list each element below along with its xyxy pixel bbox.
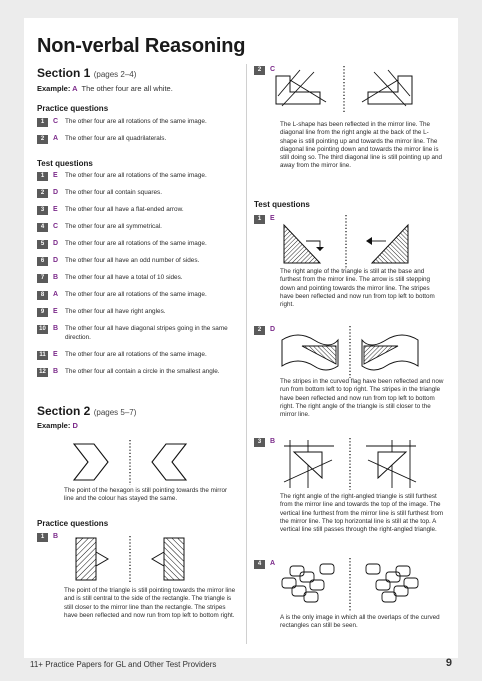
test2-text: The stripes in the curved flag have been reflected and now run from bottom left to top right. The stripes in the triangle have been reflected and now run from top left to bottom right. The right angle of the triangle is still closer to the mirror line. <box>280 378 444 419</box>
section2-test-heading: Test questions <box>254 200 310 209</box>
practice1-figure <box>62 536 212 584</box>
footer-text: 11+ Practice Papers for GL and Other Test Providers <box>30 660 217 669</box>
section1-practice-heading: Practice questions <box>37 104 109 113</box>
section2-header <box>37 404 242 430</box>
section1-test-heading: Test questions <box>37 159 93 168</box>
test1-text: The right angle of the triangle is still at the base and furthest from the mirror line. The arrow is still stepping down and pointing towards the mirror line. The stripes have been reflected and now run from top left to bottom right. <box>280 268 435 309</box>
section2-example: Example: D <box>37 421 78 430</box>
practice2-text: The L-shape has been reflected in the mirror line. The diagonal line from the right angle at the back of the L-shape is still pointing up and towards the mirror line. The diagonal line pointing down and towards the mirror line is still doing so. The third diagonal line is still pointing up and away from the mirror line. <box>280 121 442 170</box>
test4-figure <box>276 558 436 612</box>
section2-heading: Section 2 (pages 5–7) <box>37 404 137 418</box>
test3-figure <box>276 438 436 490</box>
page-number: 9 <box>445 657 452 669</box>
test1-figure <box>276 215 436 269</box>
practice2-figure <box>270 66 430 114</box>
test4-text: A is the only image in which all the overlaps of the curved rectangles can still be seen. <box>280 614 440 630</box>
section1-heading: Section 1 (pages 2–4) <box>37 66 137 80</box>
test3-text: The right angle of the right-angled triangle is still furthest from the mirror line and towards the top of the image. The vertical line furthest from the mirror line is still furthest from the mirror line. The top horizontal line is still at the top. A vertical line still passes through the right-angled triangle. <box>280 493 444 534</box>
column-divider <box>246 64 247 644</box>
section2-practice-heading: Practice questions <box>37 519 109 528</box>
test2-figure <box>276 326 436 378</box>
example-figure <box>60 440 210 485</box>
page-title: Non-verbal Reasoning <box>37 35 246 57</box>
section1-example: Example: A The other four are all white. <box>37 84 173 93</box>
left-column <box>37 66 242 168</box>
practice1-text: The point of the triangle is still pointing towards the mirror line and is still central to the side of the rectangle. The triangle is still closer to the mirror line than the rectangle. The stripes have been reflected and now run from top left to bottom right. <box>64 587 236 619</box>
section2-example-text: The point of the hexagon is still pointing towards the mirror line and the colour has stayed the same. <box>64 487 228 503</box>
